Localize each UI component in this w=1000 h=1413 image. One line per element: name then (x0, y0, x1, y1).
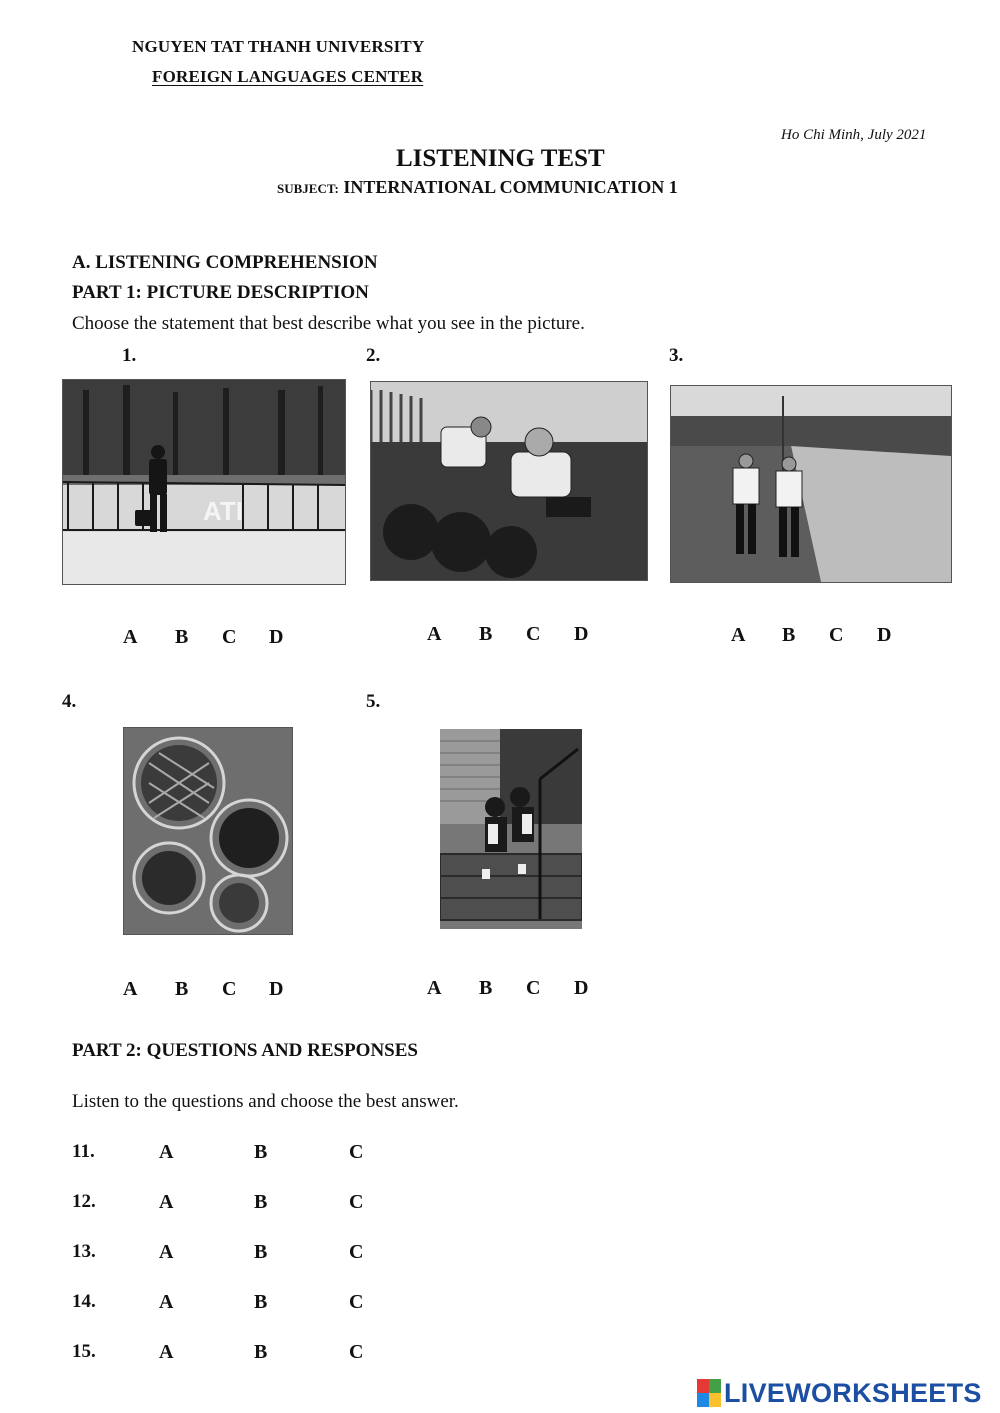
question-row-11 (72, 1141, 392, 1165)
center-name-text: FOREIGN LANGUAGES CENTER (152, 67, 424, 86)
option-c[interactable]: C (349, 1291, 364, 1313)
answer-options-q2 (427, 623, 607, 645)
option-b[interactable]: B (254, 1341, 268, 1363)
section-a-title: A. LISTENING COMPREHENSION (72, 252, 378, 273)
man-walking-with-briefcase-photo (62, 379, 346, 585)
page-title: LISTENING TEST (396, 145, 605, 172)
option-a[interactable]: A (159, 1141, 174, 1163)
center-name (152, 67, 423, 87)
question-number: 3. (669, 345, 684, 366)
logo-text: LIVEWORKSHEETS (724, 1377, 982, 1408)
option-b[interactable]: B (175, 978, 189, 1000)
question-number: 15. (72, 1341, 96, 1362)
pies-and-desserts-photo (123, 727, 293, 935)
date-line: Ho Chi Minh, July 2021 (781, 127, 927, 143)
question-number: 5. (366, 691, 381, 712)
question-number: 2. (366, 345, 381, 366)
option-c[interactable]: C (222, 978, 237, 1000)
option-b[interactable]: B (175, 626, 189, 648)
part2-title: PART 2: QUESTIONS AND RESPONSES (72, 1040, 418, 1061)
option-b[interactable]: B (479, 977, 493, 999)
part1-instruction: Choose the statement that best describe what you see in the picture. (72, 313, 585, 334)
two-men-walking-on-road-photo (670, 385, 952, 583)
subject-line (277, 177, 678, 198)
question-row-13 (72, 1241, 392, 1265)
option-c[interactable]: C (222, 626, 237, 648)
people-gardening-photo (370, 381, 648, 581)
question-number: 11. (72, 1141, 95, 1162)
question-number: 1. (122, 345, 137, 366)
option-a[interactable]: A (427, 623, 442, 645)
question-number: 14. (72, 1291, 96, 1312)
option-c[interactable]: C (349, 1241, 364, 1263)
svg-text:ATI: ATI (203, 496, 243, 526)
option-a[interactable]: A (159, 1341, 174, 1363)
option-a[interactable]: A (123, 978, 138, 1000)
question-number: 13. (72, 1241, 96, 1262)
option-c[interactable]: C (526, 623, 541, 645)
option-c[interactable]: C (829, 624, 844, 646)
option-b[interactable]: B (254, 1191, 268, 1213)
option-a[interactable]: A (159, 1241, 174, 1263)
option-a[interactable]: A (731, 624, 746, 646)
question-row-12 (72, 1191, 392, 1215)
question-row-14 (72, 1291, 392, 1315)
question-number: 4. (62, 691, 77, 712)
answer-options-q3 (731, 624, 911, 646)
option-c[interactable]: C (349, 1141, 364, 1163)
option-d[interactable]: D (877, 624, 892, 646)
answer-options-q4 (123, 978, 303, 1000)
subject-name: INTERNATIONAL COMMUNICATION 1 (343, 177, 678, 197)
answer-options-q5 (427, 977, 607, 999)
option-b[interactable]: B (782, 624, 796, 646)
option-b[interactable]: B (254, 1241, 268, 1263)
option-c[interactable]: C (349, 1191, 364, 1213)
option-b[interactable]: B (254, 1141, 268, 1163)
option-d[interactable]: D (269, 978, 284, 1000)
university-name: NGUYEN TAT THANH UNIVERSITY (132, 37, 425, 56)
subject-label: SUBJECT: (277, 181, 339, 196)
answer-options-q1 (123, 626, 303, 648)
option-a[interactable]: A (427, 977, 442, 999)
part2-instruction: Listen to the questions and choose the best answer. (72, 1091, 459, 1112)
option-b[interactable]: B (479, 623, 493, 645)
logo-badge-icon (697, 1379, 721, 1407)
part1-title: PART 1: PICTURE DESCRIPTION (72, 282, 369, 303)
option-a[interactable]: A (123, 626, 138, 648)
option-c[interactable]: C (526, 977, 541, 999)
girls-reading-on-steps-photo (440, 729, 582, 929)
option-a[interactable]: A (159, 1191, 174, 1213)
question-number: 12. (72, 1191, 96, 1212)
option-b[interactable]: B (254, 1291, 268, 1313)
option-d[interactable]: D (574, 623, 589, 645)
option-d[interactable]: D (574, 977, 589, 999)
option-c[interactable]: C (349, 1341, 364, 1363)
question-row-15 (72, 1341, 392, 1365)
option-a[interactable]: A (159, 1291, 174, 1313)
liveworksheets-logo[interactable] (697, 1376, 982, 1410)
option-d[interactable]: D (269, 626, 284, 648)
